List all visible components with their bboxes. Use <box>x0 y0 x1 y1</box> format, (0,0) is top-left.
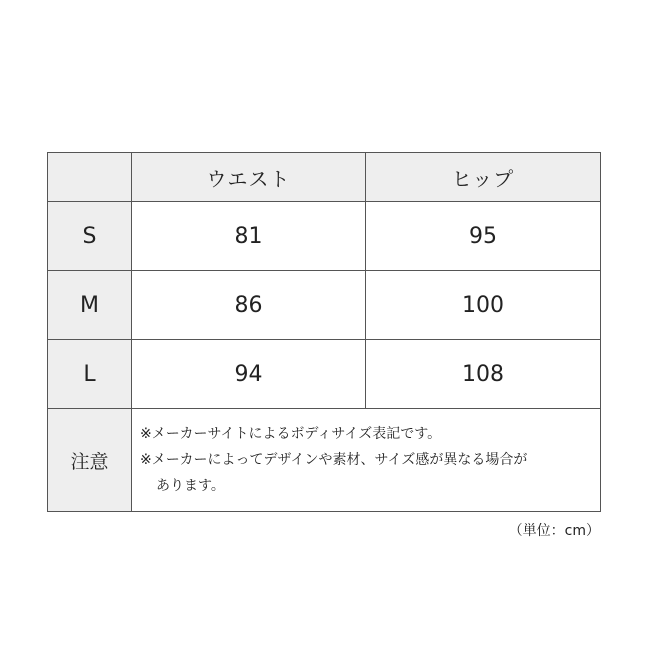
notes-line-1: ※メーカーサイトによるボディサイズ表記です。 <box>140 426 442 442</box>
notes-line-3: あります。 <box>156 478 225 494</box>
header-corner-cell <box>48 153 132 202</box>
size-label: S <box>48 202 132 271</box>
notes-label: 注意 <box>48 409 132 512</box>
hip-value: 108 <box>366 340 601 409</box>
notes-row <box>48 409 601 512</box>
waist-value: 86 <box>132 271 366 340</box>
waist-value: 81 <box>132 202 366 271</box>
unit-note: （単位：cm） <box>508 523 600 539</box>
waist-value: 94 <box>132 340 366 409</box>
table-header-row <box>48 153 601 202</box>
table-row <box>48 202 601 271</box>
size-label: M <box>48 271 132 340</box>
hip-value: 100 <box>366 271 601 340</box>
notes-line-2: ※メーカーによってデザインや素材、サイズ感が異なる場合が <box>140 452 528 468</box>
size-table <box>47 152 601 512</box>
header-waist: ウエスト <box>132 153 366 202</box>
header-hip: ヒップ <box>366 153 601 202</box>
table-row <box>48 271 601 340</box>
notes-text <box>132 409 601 512</box>
size-label: L <box>48 340 132 409</box>
hip-value: 95 <box>366 202 601 271</box>
table-row <box>48 340 601 409</box>
